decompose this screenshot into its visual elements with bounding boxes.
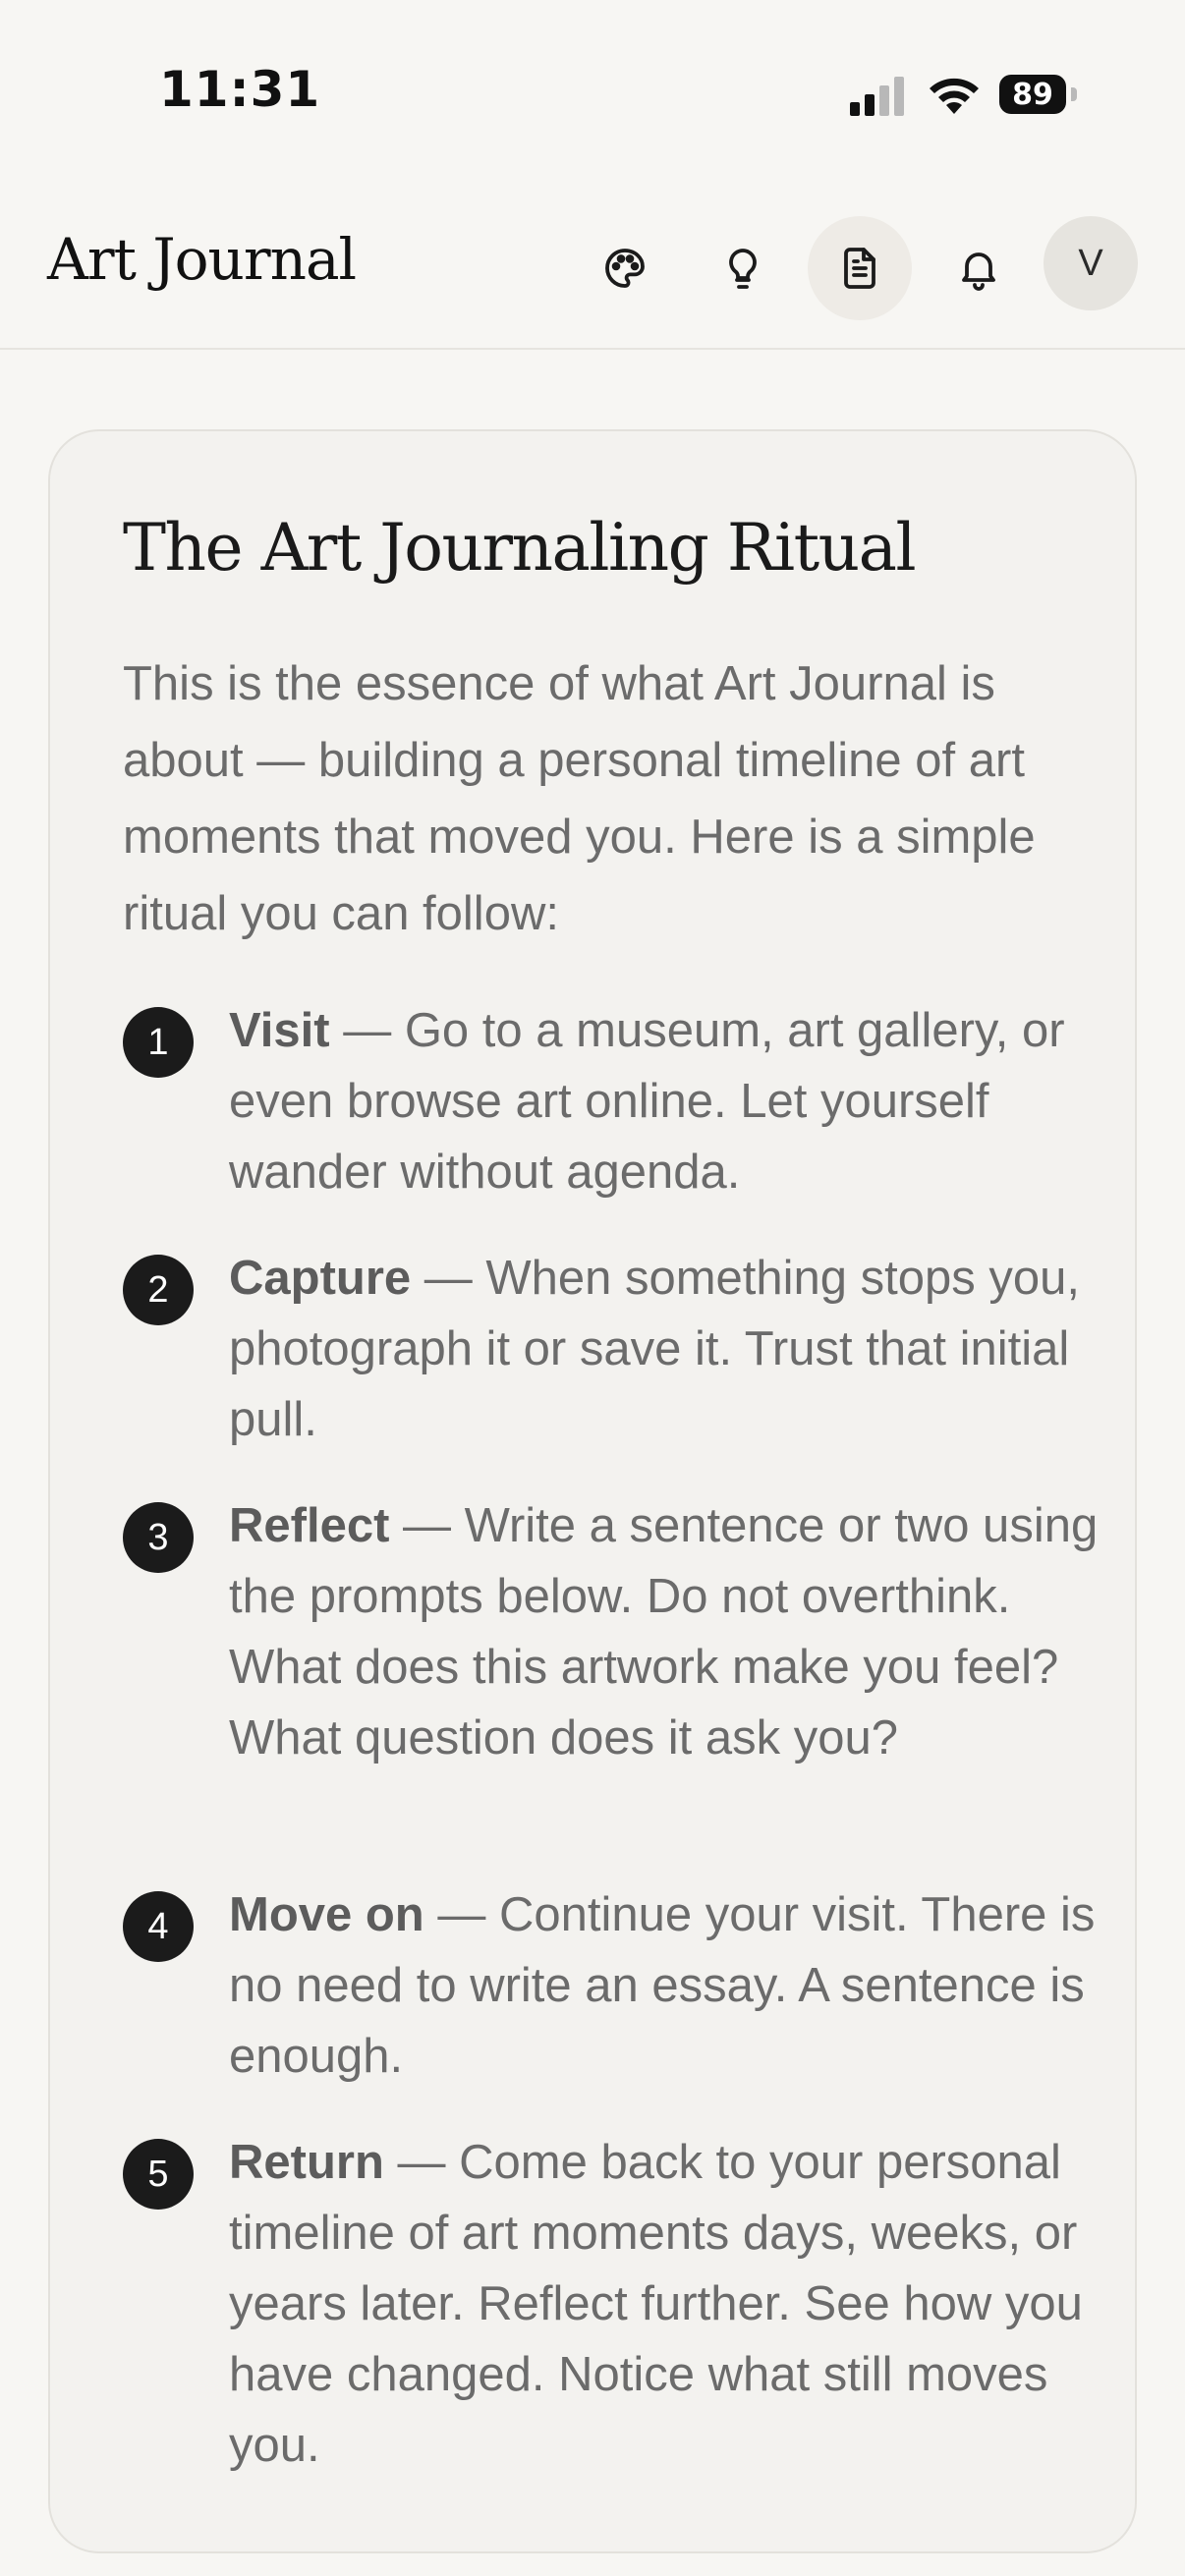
document-icon <box>836 245 883 292</box>
step-label: Capture <box>229 1252 412 1305</box>
step-label: Reflect <box>229 1499 390 1552</box>
app-header <box>0 187 1185 350</box>
status-bar <box>0 0 1185 187</box>
step-text <box>229 995 1123 1207</box>
step-number-badge: 2 <box>123 1255 194 1325</box>
step-description: — When something stops you, photograph it or save it. Trust that initial pull. <box>229 1252 1081 1446</box>
step-label: Visit <box>229 1004 330 1057</box>
card-title: The Art Journaling Ritual <box>123 510 916 586</box>
step-label: Return <box>229 2136 384 2189</box>
palette-button[interactable] <box>573 216 677 320</box>
step-number-badge: 1 <box>123 1007 194 1078</box>
bell-icon <box>955 245 1002 292</box>
avatar-initial: V <box>1078 242 1103 284</box>
step-text <box>229 1490 1123 1773</box>
card-intro: This is the essence of what Art Journal is about — building a personal timeline of art moments that moved you. Here is a simple ritual you can follow: <box>123 657 1036 940</box>
step-description: — Come back to your personal timeline of art moments days, weeks, or years later. Reflect further. See how you have changed. Notice what still moves you. <box>229 2136 1083 2472</box>
step-description: — Continue your visit. There is no need to write an essay. A sentence is enough. <box>229 1888 1096 2083</box>
step-text <box>229 1879 1123 2092</box>
step-number-badge: 5 <box>123 2139 194 2210</box>
step-number-badge: 4 <box>123 1891 194 1962</box>
step-description: — Go to a museum, art gallery, or even browse art online. Let yourself wander without agenda. <box>229 1004 1065 1199</box>
step-description: — Write a sentence or two using the prompts below. Do not overthink. What does this artwork make you feel? What question does it ask you? <box>229 1499 1099 1764</box>
ideas-button[interactable] <box>691 216 795 320</box>
step-text <box>229 2127 1123 2481</box>
status-time: 11:31 <box>159 61 321 118</box>
battery-level: 89 <box>1012 77 1053 112</box>
wifi-icon <box>927 73 982 116</box>
ritual-card <box>48 429 1137 2553</box>
lightbulb-icon <box>719 245 766 292</box>
journal-button[interactable] <box>808 216 912 320</box>
app-title[interactable]: Art Journal <box>47 226 357 293</box>
step-text <box>229 1243 1123 1455</box>
avatar[interactable] <box>1044 216 1138 310</box>
cellular-signal-icon <box>850 77 907 116</box>
step-number-badge: 3 <box>123 1502 194 1573</box>
battery-cap <box>1071 87 1077 101</box>
palette-icon <box>601 245 649 292</box>
notifications-button[interactable] <box>927 216 1031 320</box>
battery-icon <box>999 75 1066 114</box>
step-label: Move on <box>229 1888 424 1941</box>
